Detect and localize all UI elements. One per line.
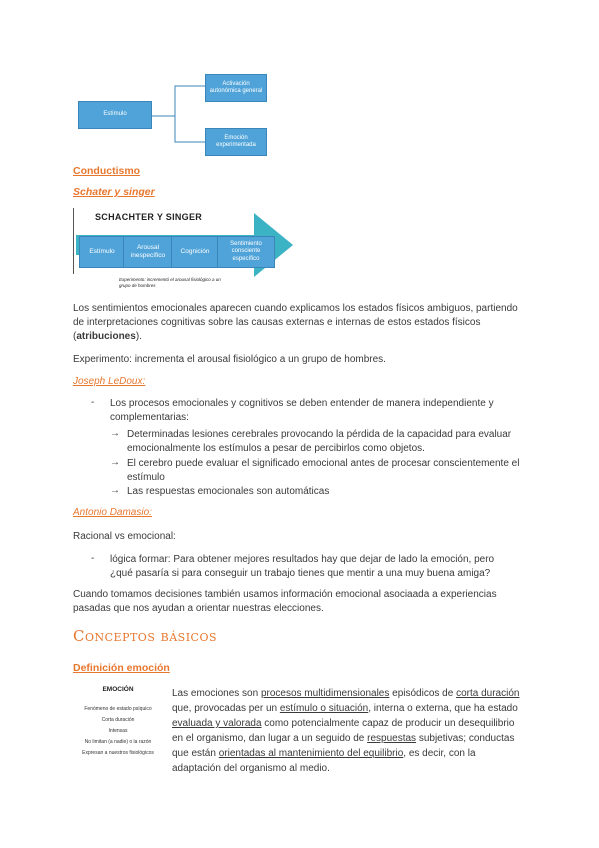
figure-left-rule [73,208,74,274]
def-underlined: corta duración [456,688,520,699]
def-text: como potencialmente capaz de producir un desequilibrio en el organismo, dan lugar a un seguido de [172,718,515,744]
def-underlined: orientadas al mantenimiento del equilibrio [218,748,404,759]
autonomic-activation-box: Activación autonómica general [205,74,267,102]
attribution-paragraph [73,302,528,344]
definicion-heading: Definición emoción [73,662,170,674]
def-underlined: evaluada y valorada [172,718,262,729]
def-text: Las emociones son [172,688,261,699]
arrow-bullet-icon: → [110,457,120,468]
para1-bold: atribuciones [76,331,136,342]
emotion-definition [172,686,524,776]
emocion-line: Intensas [108,728,128,734]
def-text: , es decir, con la adaptación del organismo al medio. [172,748,476,774]
schater-singer-heading: Schater y singer [73,186,155,198]
figure-caption: Experimento: incrementó el arousal fisiológico a un grupo de hombres [119,277,221,288]
section-title: Conceptos básicos [73,627,218,645]
emocion-figure [63,686,173,766]
stimulus-box: Estímulo [78,101,152,129]
racional-label: Racional vs emocional: [73,531,176,542]
ledoux-bullet-text: Los procesos emocionales y cognitivos se deben entender de manera independiente y complementarias: [110,398,494,423]
decisions-paragraph: Cuando tomamos decisiones también usamos información emocional asociaada a experiencias pasadas que nos ayudan a orientar nuestras elecciones. [73,589,497,614]
emocion-line: Fenómeno de estado psíquico [84,706,152,712]
damasio-bullet-text: lógica formar: Para obtener mejores resultados hay que dejar de lado la emoción, pero ¿qué pasaría si para conseguir un trabajo tienes que mentir a una muy buena amiga? [110,554,495,579]
dash-bullet: - [91,397,95,408]
ledoux-subitem: El cerebro puede evaluar el significado emocional antes de procesar conscientemente el estímulo [127,458,520,483]
def-underlined: procesos multidimensionales [260,688,390,699]
emocion-line: Expresan a nuestros fisiológicos [82,750,154,756]
def-underlined: estímulo o situación [279,703,369,714]
ledoux-heading: Joseph LeDoux: [73,376,146,387]
emocion-line: Corta duración [101,717,135,723]
dash-bullet: - [91,553,95,564]
emocion-figure-title: EMOCIÓN [102,686,134,693]
step-estimulo: Estímulo [79,236,125,268]
damasio-heading: Antonio Damasio: [73,507,152,518]
arrow-bullet-icon: → [110,485,120,496]
arrow-bullet-icon: → [110,428,120,439]
experiment-paragraph: Experimento: incrementa el arousal fisiológico a un grupo de hombres. [73,354,386,365]
emocion-line: No limitan (a nadie) o la razón [84,739,152,745]
ledoux-subitem: Determinadas lesiones cerebrales provocando la pérdida de la capacidad para evaluar emocionalmente los estímulos a pesar de percibirlos como objetos. [127,429,512,454]
step-sentimiento: Sentimiento consciente específico [217,236,275,268]
flow-connectors [0,0,599,170]
ledoux-subitem: Las respuestas emocionales son automáticas [127,486,330,497]
step-arousal: Arousal inespecífico [123,236,173,268]
def-text: que, provocadas per un [172,703,280,714]
def-text: subjetivas; conductas que están [172,733,515,759]
def-text: , interna o externa, que ha estado [368,703,518,714]
para1-end: ). [135,331,142,342]
def-underlined: respuestas [367,733,417,744]
experienced-emotion-box: Emoción experimentada [205,128,267,156]
conductismo-heading: Conductismo [73,165,141,177]
step-cognicion: Cognición [171,236,219,268]
schachter-singer-figure [73,208,303,294]
figure-title: SCHACHTER Y SINGER [95,212,203,222]
para1-text: Los sentimientos emocionales aparecen cuando explicamos los estados físicos ambiguos, partiendo de interpretaciones cognitivas sobre las causas externas e internas de estos estados físicos ( [73,303,518,342]
def-text: episódicos de [389,688,457,699]
